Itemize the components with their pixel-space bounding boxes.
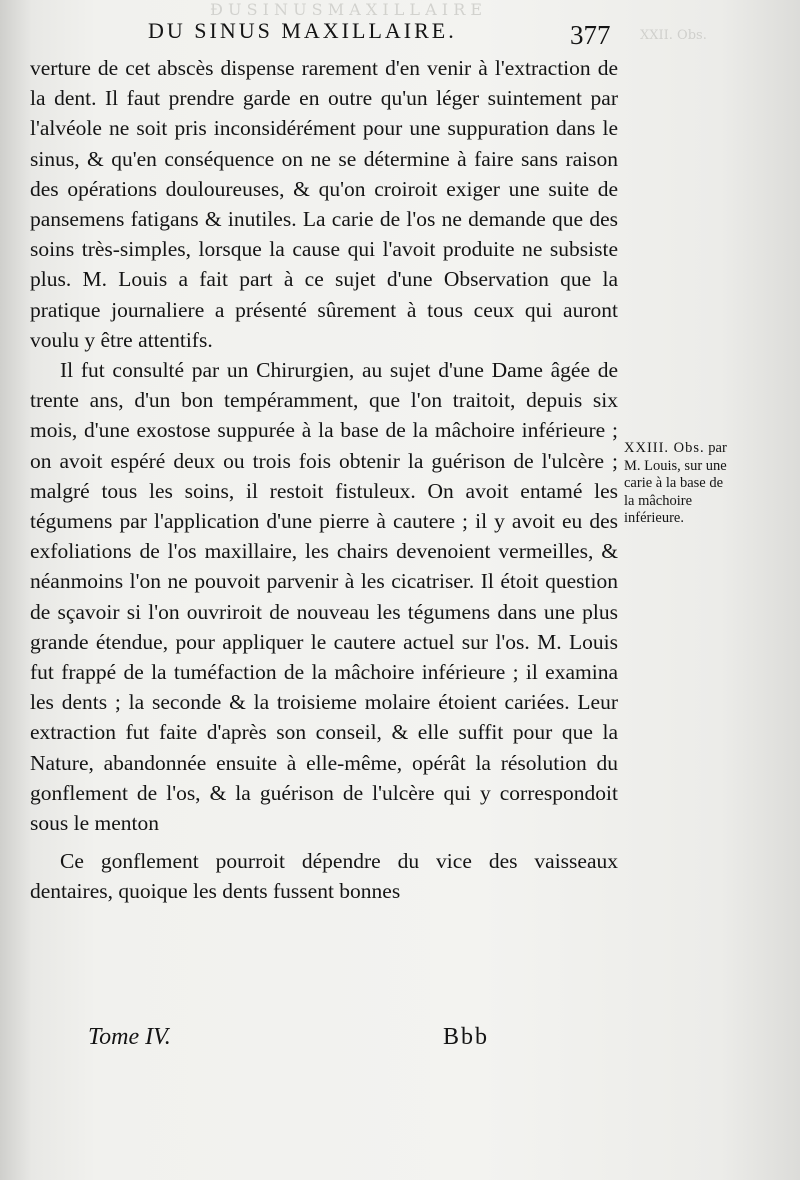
page-footer: [88, 1024, 528, 1051]
printer-signature: Bbb: [443, 1024, 490, 1050]
margin-note-heading: XXIII. Obs.: [624, 440, 705, 456]
margin-note-text: par M. Louis, sur une carie à la base de la mâchoire inférieure.: [624, 440, 727, 526]
paragraph-continuation: verture de cet abscès dispense rarement d'en venir à l'extraction de la dent. Il faut prendre garde en outre qu'un léger suintement par l'alvéole ne soit pris inconsidérément pour une suppuration dans le sinus, & qu'en conséquence on ne se détermine à faire sans raison des opérations douloureuses, & qu'on croiroit exiger une suite de pansemens fatigans & inutiles. La carie de l'os ne demande que des soins très-simples, lorsque la cause qui l'avoit produite ne subsiste plus. M. Louis a fait part à ce sujet d'une Observation que la pratique journaliere a présenté sûrement à tous ceux qui auront voulu y être attentifs.: [30, 56, 618, 352]
page-number: 377: [570, 20, 611, 50]
paragraph-final: Ce gonflement pourroit dépendre du vice des vaisseaux dentaires, quoique les dents fussent bonnes: [30, 849, 618, 904]
volume-label: Tome IV.: [88, 1024, 171, 1050]
bleed-through-text: XXII. Obs.: [640, 28, 707, 43]
paragraph-observation: Il fut consulté par un Chirurgien, au sujet d'une Dame âgée de trente ans, d'un bon tempéramment, que l'on traitoit, depuis six mois, d'une exostose suppurée à la base de la mâchoire inférieure ; on avoit espéré deux ou trois fois obtenir la guérison de l'ulcère ; malgré tous les soins, il restoit fistuleux. On avoit entamé les tégumens par l'application d'une pierre à cautere ; il y avoit eu des exfoliations de l'os maxillaire, les chairs devenoient vermeilles, & néanmoins l'on ne pouvoit parvenir à les cicatriser. Il étoit question de sçavoir si l'on ouvriroit de nouveau les tégumens dans une plus grande étendue, pour appliquer le cautere actuel sur l'os. M. Louis fut frappé de la tuméfaction de la mâchoire inférieure ; il examina les dents ; la seconde & la troisieme molaire étoient cariées. Leur extraction fut faite d'après son conseil, & elle suffit pour que la Nature, abandonnée ensuite à elle-même, opérât la résolution du gonflement de l'os, & la guérison de l'ulcère qui y correspondoit sous le menton: [30, 358, 618, 836]
main-text-block: [30, 53, 618, 907]
margin-note: [624, 440, 736, 528]
bleed-through-text: Ð U S I N U S M A X I L L A I R E: [210, 0, 482, 19]
running-title: DU SINUS MAXILLAIRE.: [148, 18, 457, 43]
